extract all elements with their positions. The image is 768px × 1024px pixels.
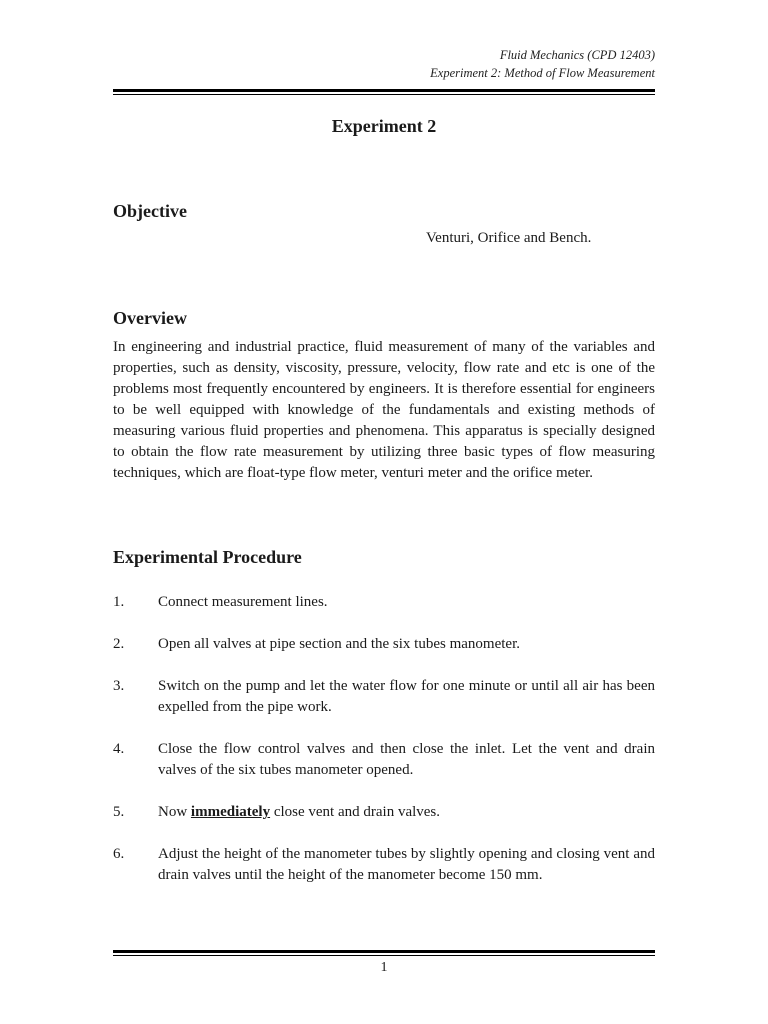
list-item [113, 802, 655, 823]
step-number: 6. [113, 846, 125, 862]
header-rule [113, 89, 655, 95]
step-number: 2. [113, 636, 125, 652]
step-text-pre: Now [158, 804, 191, 820]
step-number: 3. [113, 678, 125, 694]
step-text: Connect measurement lines. [158, 594, 328, 610]
step-number: 1. [113, 594, 125, 610]
list-item [113, 844, 655, 886]
running-header [430, 46, 655, 82]
emphasized-word: immediately [190, 804, 271, 820]
page-number: 1 [380, 960, 388, 975]
step-number: 5. [113, 804, 125, 820]
step-text: Switch on the pump and let the water flow for one minute or until all air has been expelled from the pipe work. [158, 678, 655, 715]
step-text: Adjust the height of the manometer tubes by slightly opening and closing vent and drain valves until the height of the manometer become 150 mm. [158, 846, 655, 883]
list-item [113, 739, 655, 781]
overview-heading: Overview [113, 308, 187, 328]
procedure-steps [113, 592, 655, 907]
procedure-heading: Experimental Procedure [113, 547, 302, 567]
step-text: Close the flow control valves and then close the inlet. Let the vent and drain valves of the six tubes manometer opened. [158, 741, 655, 778]
header-experiment: Experiment 2: Method of Flow Measurement [430, 66, 655, 80]
step-text [158, 802, 655, 823]
step-number: 4. [113, 741, 125, 757]
objective-heading: Objective [113, 201, 187, 221]
page-title: Experiment 2 [331, 116, 437, 136]
list-item [113, 592, 655, 613]
objective-text: Venturi, Orifice and Bench. [426, 230, 592, 246]
header-course: Fluid Mechanics (CPD 12403) [499, 48, 655, 62]
step-text: Open all valves at pipe section and the six tubes manometer. [158, 636, 520, 652]
list-item [113, 634, 655, 655]
footer-rule [113, 950, 655, 956]
overview-paragraph: In engineering and industrial practice, fluid measurement of many of the variables and properties, such as density, viscosity, pressure, velocity, flow rate and etc is one of the problems most frequently encountered by engineers. It is therefore essential for engineers to be well equipped with knowledge of the fundamentals and existing methods of measuring various fluid properties and phenomena. This apparatus is specially designed to obtain the flow rate measurement by utilizing three basic types of flow measuring techniques, which are float-type flow meter, venturi meter and the orifice meter. [113, 339, 655, 481]
step-text-post: close vent and drain valves. [270, 804, 441, 820]
list-item [113, 676, 655, 718]
